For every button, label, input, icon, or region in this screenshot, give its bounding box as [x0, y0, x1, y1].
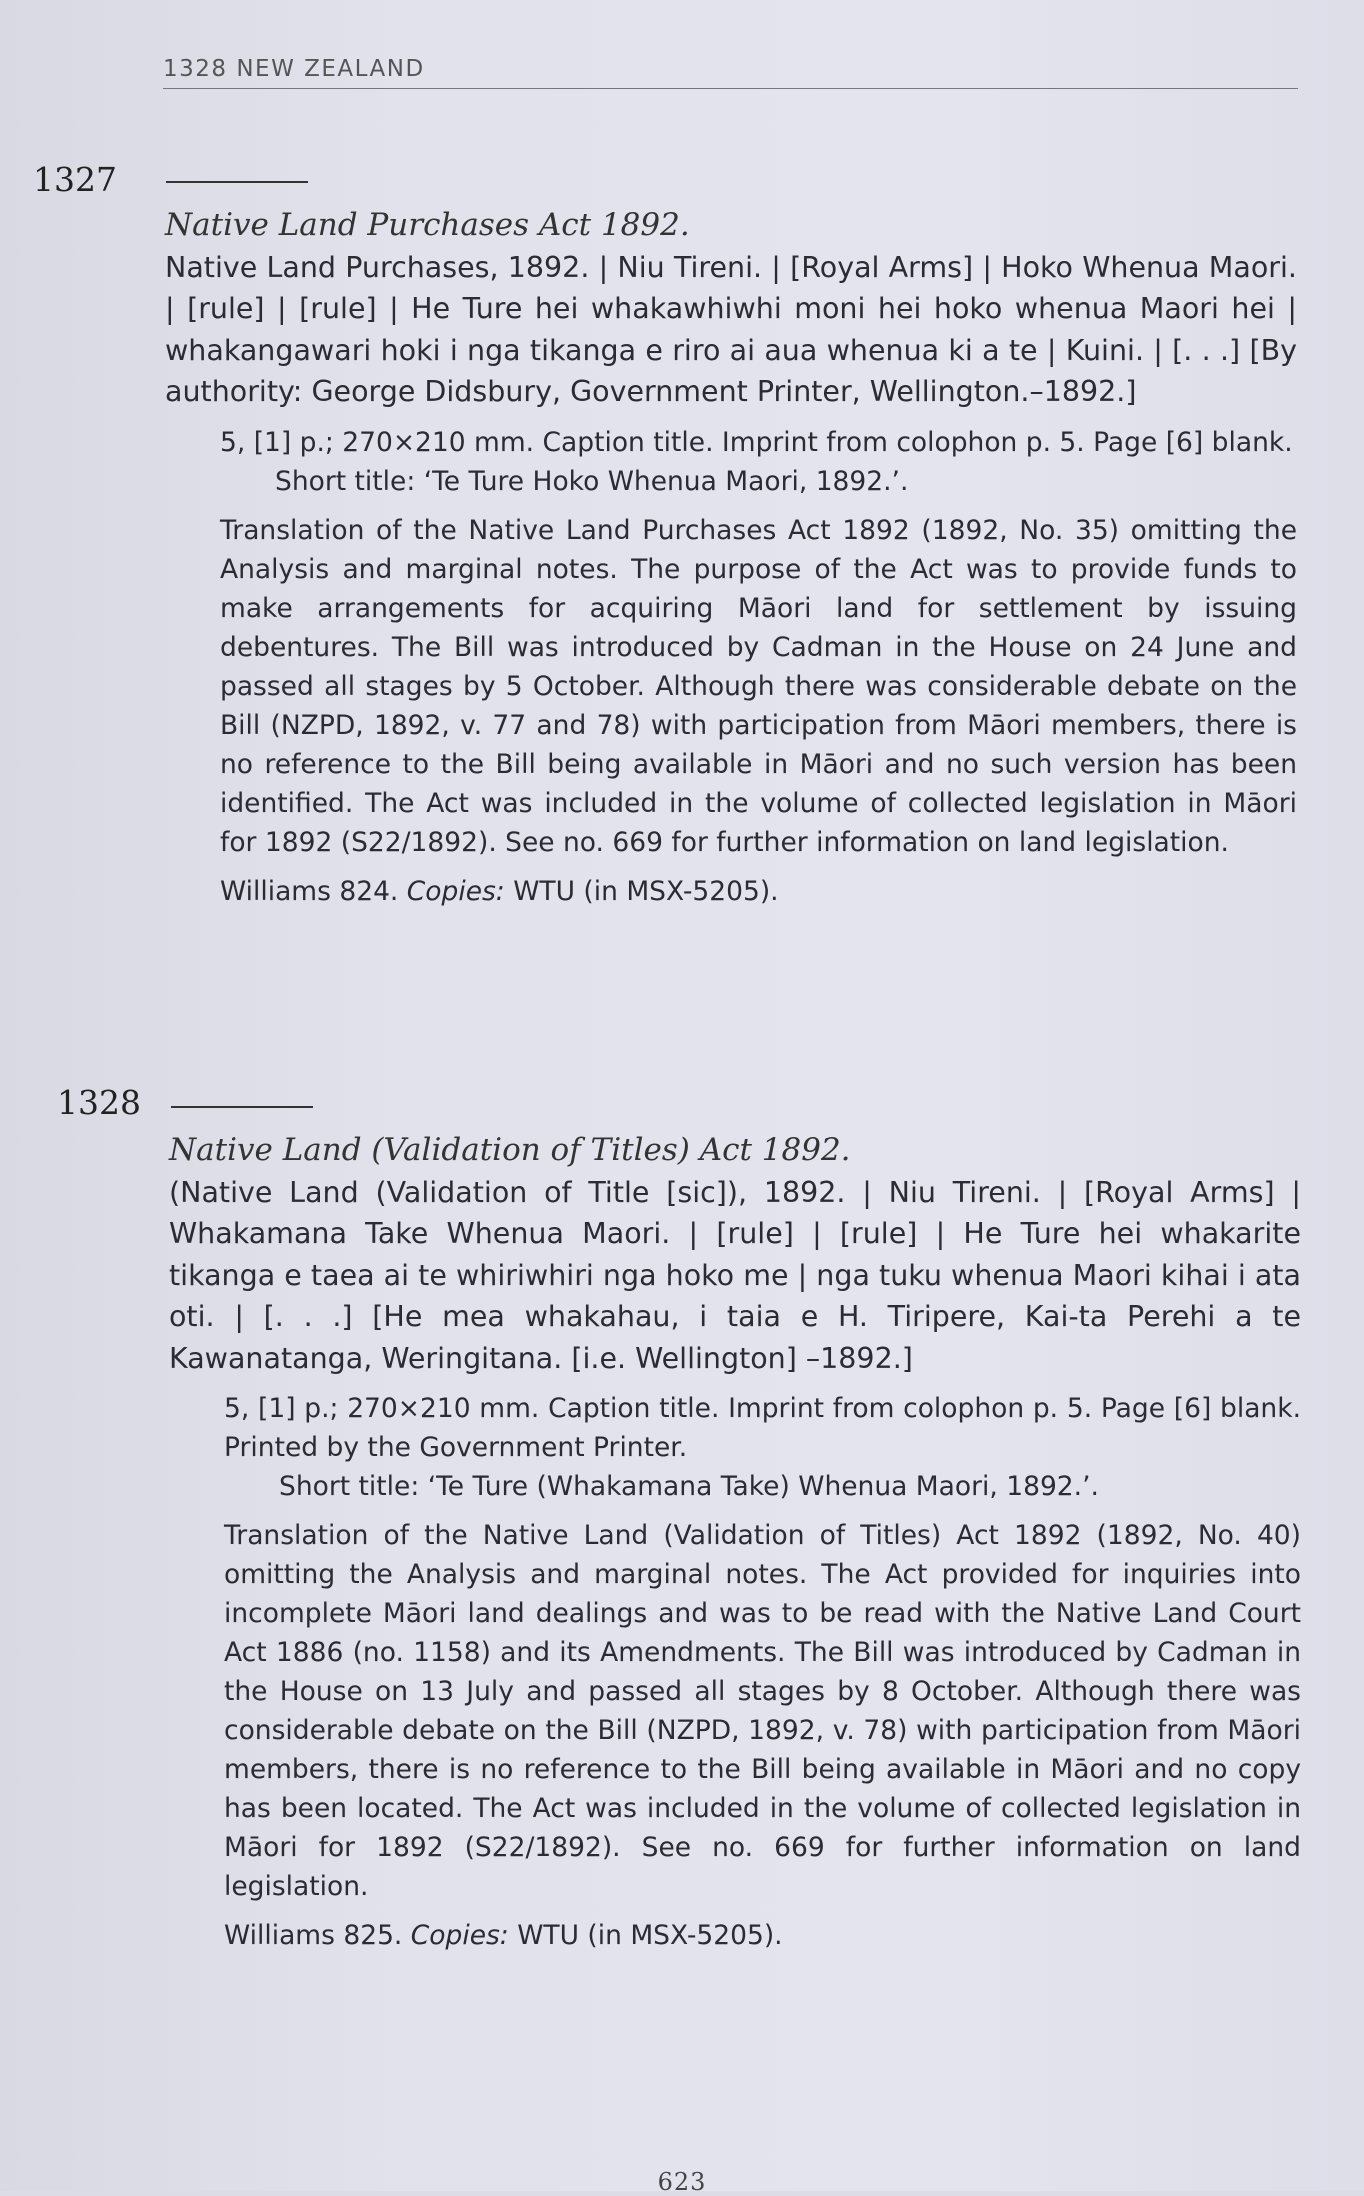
- entry-body: [165, 205, 1297, 911]
- entry-description: (Native Land (Validation of Title [sic]), 1892. | Niu Tireni. | [Royal Arms] | Whakamana Take Whenua Maori. | [rule] | [rule] | He Ture hei whakarite tikanga e taea ai te whiriwhiri nga hoko me | nga tuku whenua Maori kihai i ata oti. | [. . .] [He mea whakahau, i taia e H. Tiripere, Kai-ta Perehi a te Kawanatanga, Weringitana. [i.e. Wellington] –1892.]: [169, 1175, 1301, 1375]
- copies-label: Copies:: [410, 1920, 509, 1951]
- reference-text: Williams 824.: [220, 875, 399, 907]
- entry-notes: Translation of the Native Land (Validation of Titles) Act 1892 (1892, No. 40) omitting the Analysis and marginal notes. The Act provided for inquiries into incomplete Māori land dealings and was to be read with the Native Land Court Act 1886 (no. 1158) and its Amendments. The Bill was introduced by Cadman in the House on 13 July and passed all stages by 8 October. Although there was considerable debate on the Bill (NZPD, 1892, v. 78) with participation from Māori members, there is no reference to the Bill being available in Māori and no copy has been located. The Act was included in the volume of collected legislation in Māori for 1892 (S22/1892). See no. 669 for further information on land legislation.: [224, 1520, 1301, 1902]
- copies-text: WTU (in MSX-5205).: [513, 875, 779, 907]
- reference-text: Williams 825.: [224, 1920, 403, 1951]
- entry-number: 1328: [57, 1083, 141, 1122]
- entry-notes: Translation of the Native Land Purchases Act 1892 (1892, No. 35) omitting the Analysis and marginal notes. The purpose of the Act was to provide funds to make arrangements for acquiring Māori land for settlement by issuing debentures. The Bill was introduced by Cadman in the House on 24 June and passed all stages by 5 October. Although there was considerable debate on the Bill (NZPD, 1892, v. 77 and 78) with participation from Māori members, there is no reference to the Bill being available in Māori and no such version has been identified. The Act was included in the volume of collected legislation in Māori for 1892 (S22/1892). See no. 669 for further information on land legislation.: [220, 514, 1297, 858]
- entry-reference: [220, 872, 1297, 911]
- page-number: 623: [657, 2168, 707, 2196]
- entry-dash: [166, 181, 308, 183]
- entry-reference: [224, 1916, 1301, 1955]
- header-rule: [163, 88, 1298, 89]
- entry-description: Native Land Purchases, 1892. | Niu Tireni. | [Royal Arms] | Hoko Whenua Maori. | [rule] | [rule] | He Ture hei whakawhiwhi moni hei hoko whenua Maori hei | whakangawari hoki i nga tikanga e riro ai aua whenua ki a te | Kuini. | [. . .] [By authority: George Didsbury, Government Printer, Wellington.–1892.]: [165, 250, 1297, 408]
- physical-description: 5, [1] p.; 270×210 mm. Caption title. Imprint from colophon p. 5. Page [6] blank. Printed by the Government Printer.: [224, 1393, 1301, 1463]
- copies-text: WTU (in MSX-5205).: [517, 1920, 783, 1951]
- short-title: Short title: ‘Te Ture (Whakamana Take) Whenua Maori, 1892.’.: [279, 1471, 1099, 1502]
- copies-label: Copies:: [406, 875, 505, 907]
- entry-title: Native Land (Validation of Titles) Act 1892.: [169, 1132, 851, 1168]
- entry-dash: [171, 1106, 313, 1108]
- running-head: 1328 NEW ZEALAND: [163, 56, 425, 82]
- entry-number: 1327: [33, 160, 117, 199]
- short-title: Short title: ‘Te Ture Hoko Whenua Maori, 1892.’.: [275, 465, 909, 497]
- physical-description: 5, [1] p.; 270×210 mm. Caption title. Imprint from colophon p. 5. Page [6] blank.: [220, 426, 1293, 458]
- entry-body: [169, 1130, 1301, 1955]
- entry-title: Native Land Purchases Act 1892.: [165, 207, 690, 243]
